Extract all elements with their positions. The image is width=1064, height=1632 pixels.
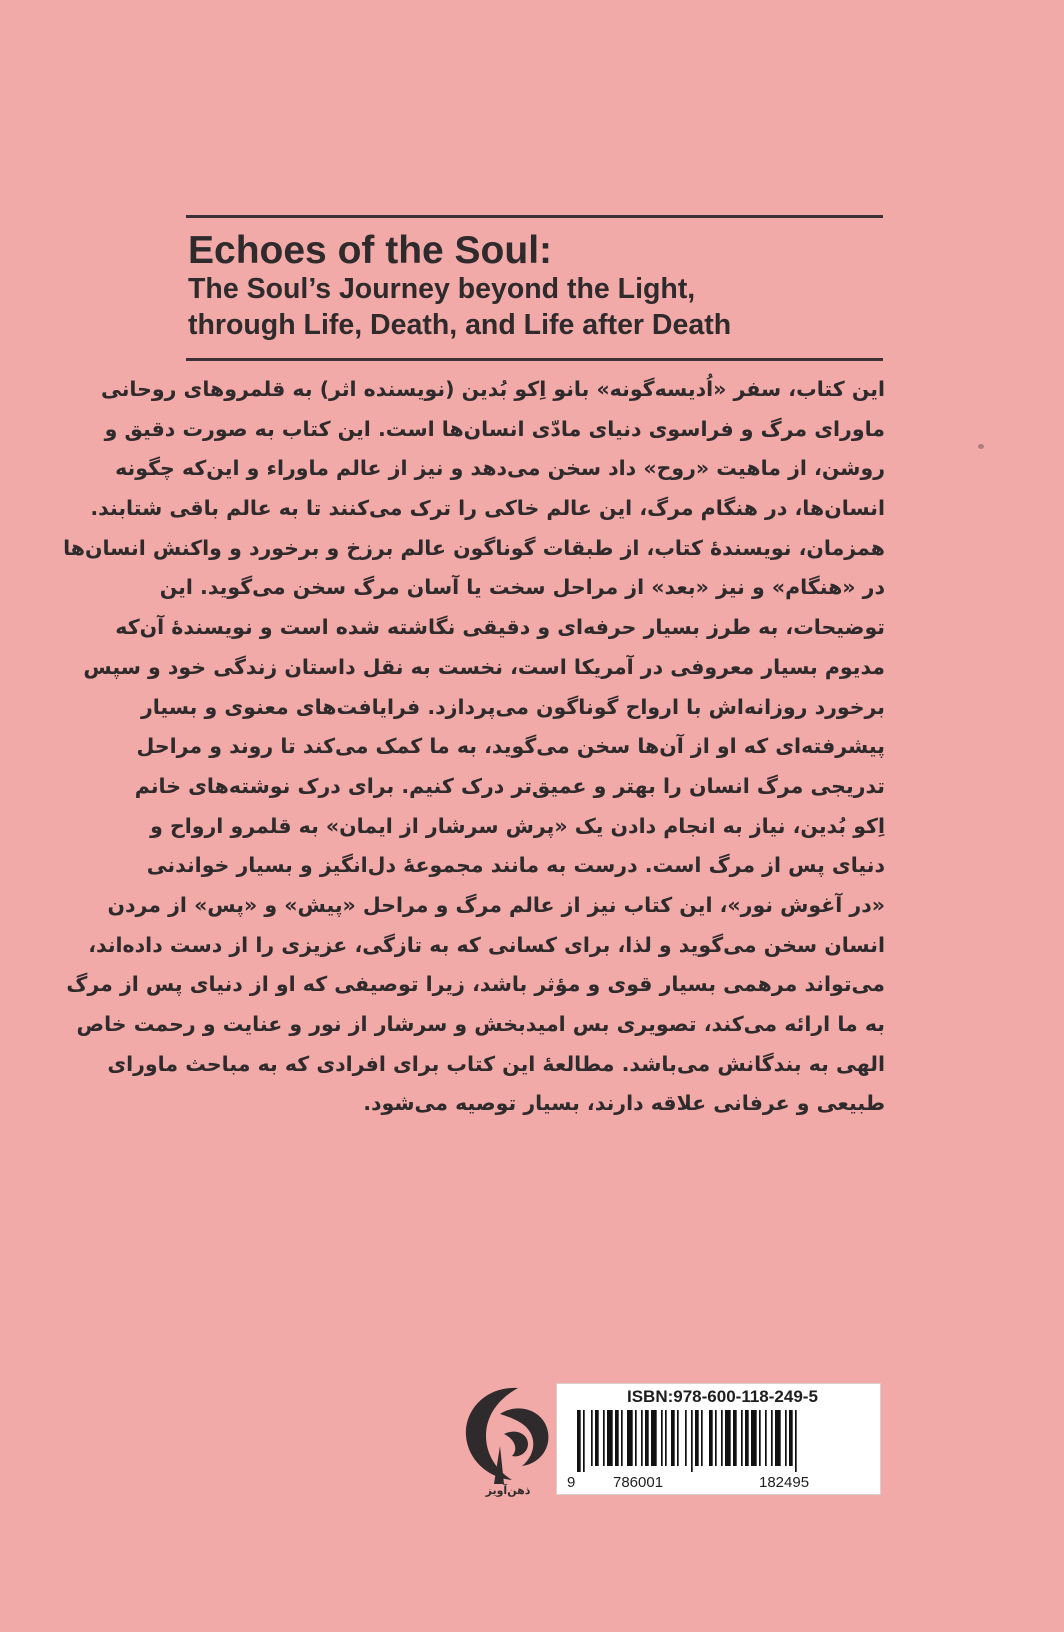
barcode-bar	[771, 1410, 773, 1466]
barcode-bar	[785, 1410, 787, 1466]
barcode-bar	[685, 1410, 687, 1466]
barcode-bar	[607, 1410, 613, 1466]
barcode-bar	[695, 1410, 699, 1466]
barcode-bar	[709, 1410, 713, 1466]
blurb-line: توضیحات، به طرز بسیار حرفه‌ای و دقیقی نگاشته شده است و نویسندهٔ آن‌که	[115, 615, 885, 640]
barcode-bar	[701, 1410, 703, 1466]
barcode-bar	[627, 1410, 633, 1466]
blurb-line: پیشرفته‌ای که او از آن‌ها سخن می‌گوید، به ما کمک می‌کند تا روند و مراحل	[136, 734, 885, 759]
barcode-bar	[759, 1410, 761, 1466]
english-subtitle-line-1: The Soul’s Journey beyond the Light,	[188, 273, 696, 305]
blurb-line: برخورد روزانه‌اش با ارواح گوناگون می‌پردازد. فرایافت‌های معنوی و بسیار	[140, 694, 885, 719]
barcode-bar	[641, 1410, 643, 1466]
barcode-bar	[751, 1410, 757, 1466]
blurb-line: در «هنگام» و نیز «بعد» از مراحل سخت یا آسان مرگ سخن می‌گوید. این	[159, 575, 885, 600]
blurb-line: ماورای مرگ و فراسوی دنیای مادّی انسان‌ها است. این کتاب به صورت دقیق و	[104, 416, 885, 441]
barcode-bar	[603, 1410, 605, 1466]
blurb-line: این کتاب، سفر «اُدیسه‌گونه» بانو اِکو بُدین (نویسنده اثر) به قلمروهای روحانی	[100, 377, 885, 401]
persian-blurb	[63, 370, 885, 1124]
barcode-digits-right: 182495	[759, 1474, 810, 1491]
title-top-rule	[186, 215, 883, 218]
barcode-bar	[635, 1410, 637, 1466]
barcode-bar	[745, 1410, 749, 1466]
barcode-bar	[591, 1410, 593, 1466]
print-speck	[978, 444, 984, 449]
isbn-number: ISBN:978-600-118-249-5	[627, 1387, 818, 1406]
barcode-bar	[645, 1410, 649, 1466]
barcode-bar	[595, 1410, 599, 1466]
blurb-line: الهی به بندگانش می‌باشد. مطالعهٔ این کتاب برای افرادی که به مباحث ماورای	[107, 1051, 885, 1076]
barcode-bar	[715, 1410, 717, 1466]
barcode-bar	[621, 1410, 623, 1466]
blurb-line: اِکو بُدین، نیاز به انجام دادن یک «پرش سرشار از ایمان» به قلمرو ارواح و	[150, 813, 885, 838]
barcode-bar	[741, 1410, 743, 1466]
blurb-line: انسان‌ها، در هنگام مرگ، این عالم خاکی را ترک می‌کنند تا به عالم باقی شتابند.	[90, 496, 885, 521]
blurb-line: دنیای پس از مرگ است. درست به مانند مجموعهٔ دل‌انگیز و بسیار خواندنی	[146, 853, 885, 878]
barcode-bar	[691, 1410, 693, 1472]
barcode-bar	[583, 1410, 585, 1472]
barcode-bar	[615, 1410, 619, 1466]
barcode-bar	[775, 1410, 781, 1466]
barcode-bar	[671, 1410, 675, 1466]
barcode-bar	[651, 1410, 657, 1466]
barcode-bar	[765, 1410, 767, 1466]
english-subtitle-line-2: through Life, Death, and Life after Death	[188, 309, 732, 341]
barcode-digit-first: 9	[567, 1474, 576, 1491]
barcode-bar	[665, 1410, 667, 1466]
blurb-line: به ما ارائه می‌کند، تصویری بس امیدبخش و سرشار از نور و عنایت و رحمت خاص	[76, 1012, 885, 1036]
blurb-line: روشن، از ماهیت «روح» داد سخن می‌دهد و نیز از عالم ماوراء و این‌که چگونه	[115, 456, 885, 481]
barcode-icon	[577, 1410, 867, 1472]
title-bottom-rule	[186, 358, 883, 361]
barcode-digits-left: 786001	[613, 1474, 664, 1491]
publisher-logo-icon	[456, 1384, 556, 1490]
barcode-bar	[661, 1410, 663, 1466]
blurb-line: «در آغوش نور»، این کتاب نیز از عالم مرگ و مراحل «پیش» و «پس» از مردن	[107, 892, 885, 917]
english-title-line-1: Echoes of the Soul:	[188, 229, 553, 272]
blurb-line: تدریجی مرگ انسان را بهتر و عمیق‌تر درک کنیم. برای درک نوشته‌های خانم	[134, 773, 885, 798]
blurb-line: انسان سخن می‌گوید و لذا، برای کسانی که به تازگی، عزیزی را از دست داده‌اند،	[88, 932, 885, 957]
blurb-line: همزمان، نویسندهٔ کتاب، از طبقات گوناگون عالم برزخ و برخورد و واکنش انسان‌ها	[63, 535, 885, 560]
barcode-bar	[577, 1410, 581, 1472]
blurb-line: می‌تواند مرهمی بسیار قوی و مؤثر باشد، زیرا توصیفی که او از دنیای پس از مرگ	[66, 972, 885, 997]
isbn-barcode-label	[556, 1383, 881, 1495]
publisher-name: ذهن‌آویز	[485, 1484, 531, 1497]
blurb-line: مدیوم بسیار معروفی در آمریکا است، نخست به نقل داستان زندگی خود و سپس	[83, 654, 885, 679]
barcode-bar	[733, 1410, 737, 1466]
barcode-bar	[721, 1410, 723, 1466]
barcode-bar	[725, 1410, 731, 1466]
barcode-bar	[789, 1410, 793, 1466]
barcode-bar	[677, 1410, 679, 1466]
barcode-bar	[795, 1410, 797, 1472]
blurb-line: طبیعی و عرفانی علاقه دارند، بسیار توصیه می‌شود.	[363, 1091, 885, 1116]
